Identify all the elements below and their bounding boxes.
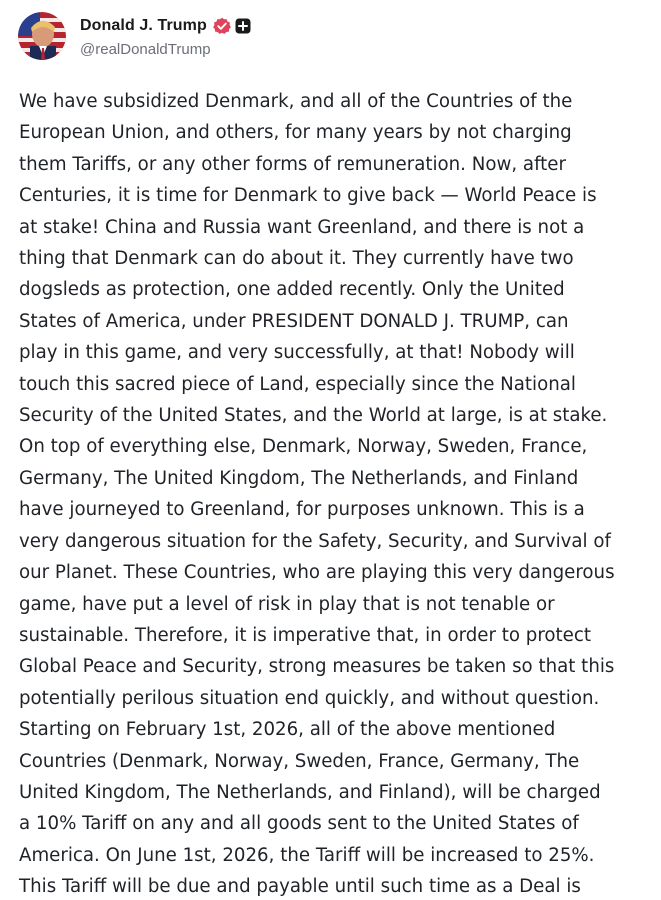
post-body-line: play in this game, and very successfully, at that! Nobody will (19, 342, 575, 364)
avatar-image-icon (18, 12, 66, 60)
post-body-line: our Planet. These Countries, who are playing this very dangerous (19, 562, 615, 584)
post-body-line: European Union, and others, for many years by not charging (19, 122, 572, 144)
post-body-line: Germany, The United Kingdom, The Netherlands, and Finland (19, 467, 579, 489)
post-body-line: We have subsidized Denmark, and all of the Countries of the (19, 91, 573, 112)
post-body-line: have journeyed to Greenland, for purposes unknown. This is a (19, 499, 585, 521)
post-body-line: sustainable. Therefore, it is imperative that, in order to protect (19, 624, 591, 646)
verified-badge-icon (213, 17, 231, 35)
post-body-line: This Tariff will be due and payable until such time as a Deal is (19, 876, 581, 898)
post-body-line: a 10% Tariff on any and all goods sent to the United States of (19, 813, 579, 835)
post-body-line: touch this sacred piece of Land, especially since the National (19, 373, 576, 395)
post-body-line: Centuries, it is time for Denmark to give back — World Peace is (19, 185, 597, 207)
post-body-line: thing that Denmark can do about it. They currently have two (19, 248, 574, 270)
post-body-line: Global Peace and Security, strong measures be taken so that this (19, 656, 615, 678)
post-header (18, 10, 251, 62)
post-body-line: them Tariffs, or any other forms of remuneration. Now, after (19, 153, 566, 175)
post-body-line: Countries (Denmark, Norway, Sweden, France, Germany, The (19, 750, 580, 772)
post-body-line: America. On June 1st, 2026, the Tariff will be increased to 25%. (19, 844, 595, 866)
plus-badge-icon (235, 18, 251, 34)
post-body-line: very dangerous situation for the Safety, Security, and Survival of (19, 530, 611, 552)
post-body-line: States of America, under PRESIDENT DONALD J. TRUMP, can (19, 310, 569, 332)
post-body-line: game, have put a level of risk in play that is not tenable or (19, 593, 555, 615)
author-meta (80, 15, 251, 58)
post-body-line: United Kingdom, The Netherlands, and Finland), will be charged (19, 781, 601, 803)
author-handle[interactable]: @realDonaldTrump (80, 40, 211, 58)
post-body (19, 86, 649, 900)
post-body-line: Security of the United States, and the World at large, is at stake. (19, 405, 608, 427)
post-body-line: dogsleds as protection, one added recently. Only the United (19, 279, 565, 301)
author-display-name[interactable]: Donald J. Trump (80, 16, 207, 34)
post-body-line: Starting on February 1st, 2026, all of the above mentioned (19, 719, 556, 741)
post-body-line: at stake! China and Russia want Greenland, and there is not a (19, 216, 585, 238)
post-body-line: potentially perilous situation end quickly, and without question. (19, 687, 600, 709)
post-body-line: On top of everything else, Denmark, Norway, Sweden, France, (19, 436, 588, 458)
avatar[interactable] (18, 12, 66, 60)
name-row (80, 15, 251, 37)
